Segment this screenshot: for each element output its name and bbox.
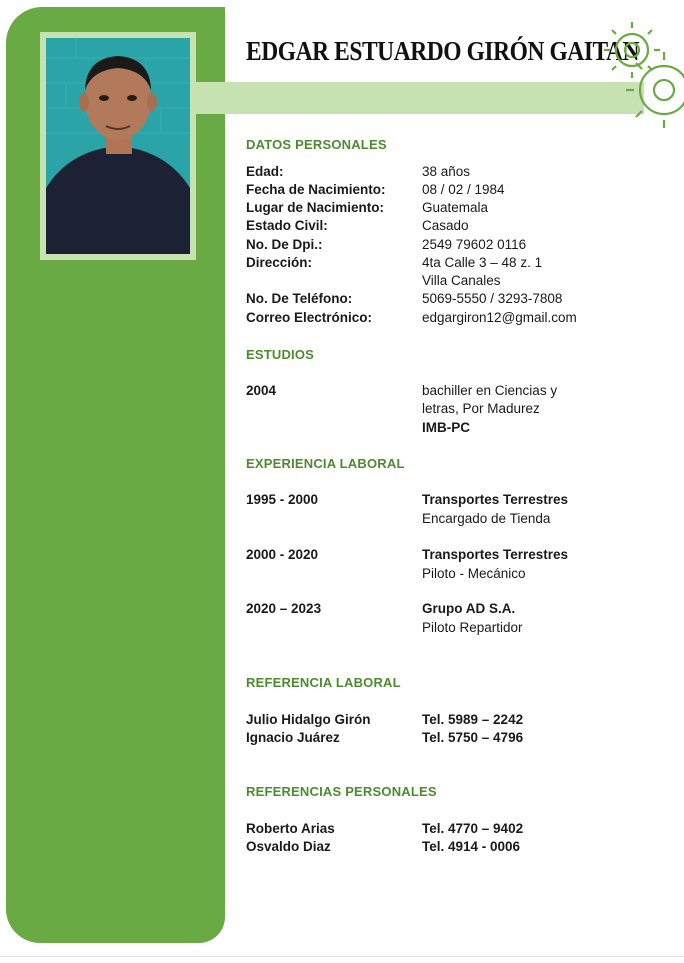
profile-photo	[46, 38, 190, 254]
birth-label: Fecha de Nacimiento:	[246, 182, 386, 197]
person-photo-icon	[46, 38, 190, 254]
page-edge-divider	[0, 956, 684, 957]
work-ref-tel: Tel. 5989 – 2242	[422, 712, 524, 727]
phone-value: 5069-5550 / 3293-7808	[422, 291, 563, 306]
civil-label: Estado Civil:	[246, 218, 328, 233]
civil-value: Casado	[422, 218, 469, 233]
personal-ref-name: Osvaldo Diaz	[246, 839, 331, 854]
study-line1: bachiller en Ciencias y	[422, 383, 558, 398]
experience-company: Transportes Terrestres	[422, 492, 569, 507]
experience-period: 1995 - 2000	[246, 492, 319, 507]
study-line2: letras, Por Madurez	[422, 401, 540, 416]
study-school: IMB-PC	[422, 420, 470, 435]
section-title-studies: ESTUDIOS	[246, 347, 315, 362]
work-ref-tel: Tel. 5750 – 4796	[422, 730, 524, 745]
experience-role: Encargado de Tienda	[422, 511, 551, 526]
age-label: Edad:	[246, 164, 284, 179]
place-label: Lugar de Nacimiento:	[246, 200, 385, 215]
experience-period: 2020 – 2023	[246, 601, 322, 616]
dpi-value: 2549 79602 0116	[422, 237, 527, 252]
age-value: 38 años	[422, 164, 471, 179]
address-label: Dirección:	[246, 255, 313, 270]
experience-role: Piloto - Mecánico	[422, 566, 526, 581]
section-title-personal-refs: REFERENCIAS PERSONALES	[246, 784, 437, 799]
address-line1: 4ta Calle 3 – 48 z. 1	[422, 255, 543, 270]
phone-label: No. De Teléfono:	[246, 291, 353, 306]
section-title-work-refs: REFERENCIA LABORAL	[246, 675, 401, 690]
work-ref-name: Julio Hidalgo Girón	[246, 712, 371, 727]
dpi-label: No. De Dpi.:	[246, 237, 323, 252]
birth-value: 08 / 02 / 1984	[422, 182, 505, 197]
experience-period: 2000 - 2020	[246, 547, 319, 562]
name-banner-bar	[196, 82, 644, 114]
address-line2: Villa Canales	[422, 273, 501, 288]
gears-icon	[598, 14, 684, 132]
section-title-experience: EXPERIENCIA LABORAL	[246, 456, 405, 471]
profile-photo-frame	[40, 32, 196, 260]
experience-company: Grupo AD S.A.	[422, 601, 516, 616]
personal-ref-tel: Tel. 4914 - 0006	[422, 839, 521, 854]
email-label: Correo Electrónico:	[246, 310, 373, 325]
personal-ref-tel: Tel. 4770 – 9402	[422, 821, 524, 836]
section-title-personal: DATOS PERSONALES	[246, 137, 387, 152]
email-value: edgargiron12@gmail.com	[422, 310, 577, 325]
place-value: Guatemala	[422, 200, 489, 215]
study-year: 2004	[246, 383, 277, 398]
personal-ref-name: Roberto Arias	[246, 821, 335, 836]
experience-role: Piloto Repartidor	[422, 620, 523, 635]
experience-company: Transportes Terrestres	[422, 547, 569, 562]
work-ref-name: Ignacio Juárez	[246, 730, 340, 745]
candidate-name: EDGAR ESTUARDO GIRÓN GAITAN	[246, 36, 640, 66]
